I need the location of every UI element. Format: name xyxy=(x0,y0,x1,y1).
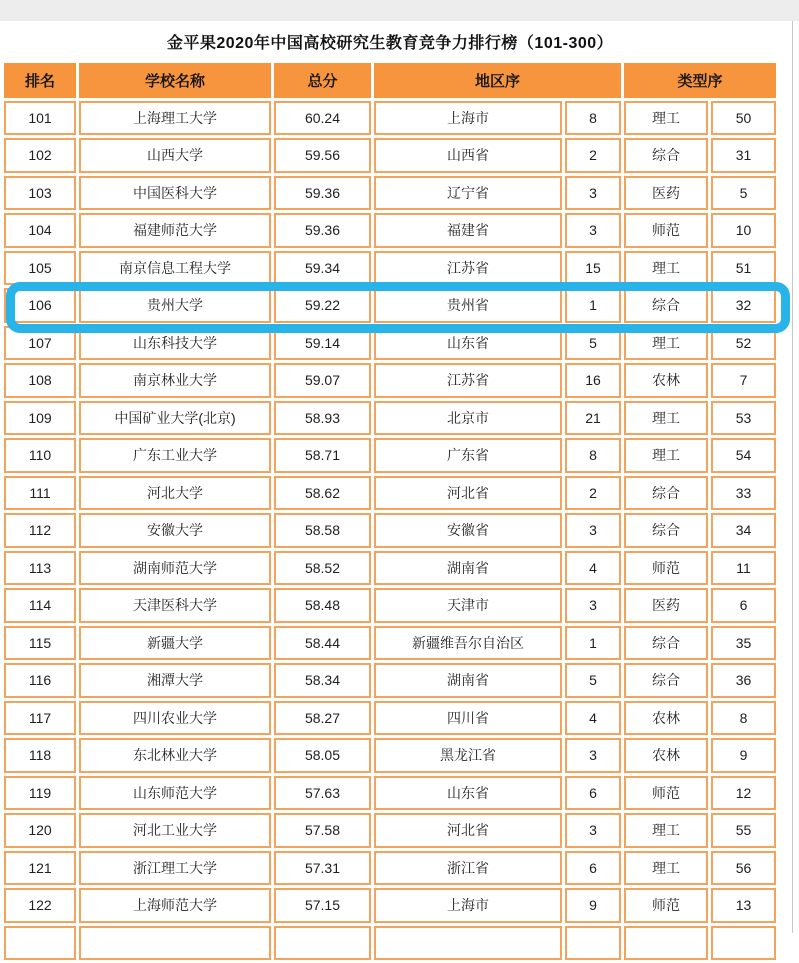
cell-school: 上海理工大学 xyxy=(79,101,271,136)
cell-region-rank: 21 xyxy=(565,401,621,436)
header-rank: 排名 xyxy=(4,63,76,98)
cell-score xyxy=(274,926,371,961)
header-region-rank: 地区序 xyxy=(374,63,621,98)
table-row xyxy=(4,326,776,361)
cell-score: 58.44 xyxy=(274,626,371,661)
cell-type-rank: 10 xyxy=(711,213,776,248)
cell-type xyxy=(624,926,708,961)
cell-score: 59.36 xyxy=(274,176,371,211)
cell-type-rank: 11 xyxy=(711,551,776,586)
cell-region: 山东省 xyxy=(374,776,562,811)
cell-type: 理工 xyxy=(624,851,708,886)
cell-region-rank: 4 xyxy=(565,701,621,736)
table-row-partial xyxy=(4,926,776,961)
cell-type-rank: 12 xyxy=(711,776,776,811)
header-type-rank: 类型序 xyxy=(624,63,776,98)
cell-type-rank: 33 xyxy=(711,476,776,511)
cell-rank: 108 xyxy=(4,363,76,398)
cell-school: 天津医科大学 xyxy=(79,588,271,623)
cell-score: 59.22 xyxy=(274,288,371,323)
cell-region-rank: 2 xyxy=(565,476,621,511)
cell-type: 农林 xyxy=(624,363,708,398)
cell-rank: 117 xyxy=(4,701,76,736)
cell-rank: 116 xyxy=(4,663,76,698)
table-body xyxy=(4,101,776,961)
cell-score: 59.14 xyxy=(274,326,371,361)
table-row xyxy=(4,776,776,811)
cell-region-rank: 3 xyxy=(565,813,621,848)
cell-region-rank: 5 xyxy=(565,326,621,361)
cell-region-rank: 5 xyxy=(565,663,621,698)
cell-region: 黑龙江省 xyxy=(374,738,562,773)
cell-type: 医药 xyxy=(624,176,708,211)
table-row xyxy=(4,438,776,473)
cell-school: 中国矿业大学(北京) xyxy=(79,401,271,436)
cell-type-rank: 54 xyxy=(711,438,776,473)
cell-region: 江苏省 xyxy=(374,363,562,398)
cell-type: 农林 xyxy=(624,701,708,736)
table-row xyxy=(4,476,776,511)
cell-region-rank: 9 xyxy=(565,888,621,923)
cell-score: 60.24 xyxy=(274,101,371,136)
cell-region: 辽宁省 xyxy=(374,176,562,211)
cell-score: 58.52 xyxy=(274,551,371,586)
cell-school: 山东师范大学 xyxy=(79,776,271,811)
table-row xyxy=(4,851,776,886)
cell-school: 上海师范大学 xyxy=(79,888,271,923)
cell-rank: 113 xyxy=(4,551,76,586)
cell-region: 上海市 xyxy=(374,101,562,136)
cell-school: 新疆大学 xyxy=(79,626,271,661)
cell-rank: 104 xyxy=(4,213,76,248)
cell-type-rank: 6 xyxy=(711,588,776,623)
table-row xyxy=(4,663,776,698)
table-row xyxy=(4,176,776,211)
cell-region: 天津市 xyxy=(374,588,562,623)
cell-school: 山东科技大学 xyxy=(79,326,271,361)
cell-score: 58.93 xyxy=(274,401,371,436)
cell-type: 综合 xyxy=(624,513,708,548)
cell-region: 浙江省 xyxy=(374,851,562,886)
cell-school: 湘潭大学 xyxy=(79,663,271,698)
cell-rank: 105 xyxy=(4,251,76,286)
cell-score: 58.34 xyxy=(274,663,371,698)
cell-region: 四川省 xyxy=(374,701,562,736)
cell-region: 新疆维吾尔自治区 xyxy=(374,626,562,661)
page-edge-line xyxy=(792,21,793,933)
cell-rank: 114 xyxy=(4,588,76,623)
table-row xyxy=(4,701,776,736)
cell-region: 安徽省 xyxy=(374,513,562,548)
cell-region xyxy=(374,926,562,961)
cell-type-rank: 13 xyxy=(711,888,776,923)
table-row xyxy=(4,138,776,173)
cell-region-rank: 3 xyxy=(565,513,621,548)
cell-type-rank: 50 xyxy=(711,101,776,136)
header-school-name: 学校名称 xyxy=(79,63,271,98)
cell-rank: 111 xyxy=(4,476,76,511)
cell-rank: 109 xyxy=(4,401,76,436)
cell-school: 湖南师范大学 xyxy=(79,551,271,586)
page-title: 金平果2020年中国高校研究生教育竞争力排行榜（101-300） xyxy=(166,35,614,52)
cell-region-rank: 4 xyxy=(565,551,621,586)
ranking-table xyxy=(1,60,779,963)
cell-school: 山西大学 xyxy=(79,138,271,173)
cell-score: 57.63 xyxy=(274,776,371,811)
cell-school: 河北大学 xyxy=(79,476,271,511)
cell-region: 湖南省 xyxy=(374,663,562,698)
cell-type-rank: 5 xyxy=(711,176,776,211)
cell-region: 福建省 xyxy=(374,213,562,248)
table-row-highlighted xyxy=(4,288,776,323)
cell-score: 57.58 xyxy=(274,813,371,848)
cell-region: 河北省 xyxy=(374,813,562,848)
cell-region-rank: 3 xyxy=(565,176,621,211)
cell-type: 师范 xyxy=(624,213,708,248)
cell-type: 师范 xyxy=(624,551,708,586)
cell-rank: 122 xyxy=(4,888,76,923)
cell-school: 福建师范大学 xyxy=(79,213,271,248)
header-row xyxy=(4,63,776,98)
cell-type: 师范 xyxy=(624,888,708,923)
cell-region: 贵州省 xyxy=(374,288,562,323)
cell-type: 综合 xyxy=(624,476,708,511)
cell-region-rank: 2 xyxy=(565,138,621,173)
cell-school: 安徽大学 xyxy=(79,513,271,548)
cell-region: 湖南省 xyxy=(374,551,562,586)
cell-score: 59.56 xyxy=(274,138,371,173)
cell-region-rank: 1 xyxy=(565,626,621,661)
cell-score: 58.62 xyxy=(274,476,371,511)
cell-region: 河北省 xyxy=(374,476,562,511)
cell-rank: 119 xyxy=(4,776,76,811)
table-row xyxy=(4,513,776,548)
cell-school xyxy=(79,926,271,961)
table-row xyxy=(4,551,776,586)
cell-type-rank: 56 xyxy=(711,851,776,886)
cell-score: 59.36 xyxy=(274,213,371,248)
cell-rank: 112 xyxy=(4,513,76,548)
cell-region-rank: 6 xyxy=(565,776,621,811)
cell-type: 理工 xyxy=(624,813,708,848)
cell-score: 58.05 xyxy=(274,738,371,773)
table-row xyxy=(4,888,776,923)
cell-type-rank: 7 xyxy=(711,363,776,398)
cell-rank: 102 xyxy=(4,138,76,173)
cell-type-rank: 9 xyxy=(711,738,776,773)
cell-score: 58.48 xyxy=(274,588,371,623)
table-row xyxy=(4,626,776,661)
cell-score: 57.31 xyxy=(274,851,371,886)
cell-type-rank: 35 xyxy=(711,626,776,661)
cell-region: 山西省 xyxy=(374,138,562,173)
cell-rank: 115 xyxy=(4,626,76,661)
table-row xyxy=(4,363,776,398)
cell-score: 58.27 xyxy=(274,701,371,736)
cell-type: 理工 xyxy=(624,326,708,361)
cell-type: 理工 xyxy=(624,438,708,473)
cell-type: 理工 xyxy=(624,101,708,136)
cell-region: 山东省 xyxy=(374,326,562,361)
cell-school: 广东工业大学 xyxy=(79,438,271,473)
cell-type: 综合 xyxy=(624,138,708,173)
cell-region: 上海市 xyxy=(374,888,562,923)
cell-school: 四川农业大学 xyxy=(79,701,271,736)
cell-score: 57.15 xyxy=(274,888,371,923)
table-row xyxy=(4,213,776,248)
cell-type-rank: 53 xyxy=(711,401,776,436)
cell-region: 北京市 xyxy=(374,401,562,436)
cell-region-rank: 8 xyxy=(565,101,621,136)
cell-type-rank: 36 xyxy=(711,663,776,698)
table-row xyxy=(4,588,776,623)
top-gray-strip xyxy=(0,0,799,21)
cell-region: 广东省 xyxy=(374,438,562,473)
cell-type-rank xyxy=(711,926,776,961)
cell-rank: 107 xyxy=(4,326,76,361)
cell-region-rank xyxy=(565,926,621,961)
table-row xyxy=(4,101,776,136)
cell-region-rank: 8 xyxy=(565,438,621,473)
cell-rank: 110 xyxy=(4,438,76,473)
cell-type: 医药 xyxy=(624,588,708,623)
cell-type: 师范 xyxy=(624,776,708,811)
cell-type-rank: 55 xyxy=(711,813,776,848)
cell-region-rank: 6 xyxy=(565,851,621,886)
cell-type: 理工 xyxy=(624,251,708,286)
cell-rank xyxy=(4,926,76,961)
cell-score: 58.71 xyxy=(274,438,371,473)
cell-type-rank: 32 xyxy=(711,288,776,323)
table-row xyxy=(4,401,776,436)
cell-school: 中国医科大学 xyxy=(79,176,271,211)
cell-type-rank: 34 xyxy=(711,513,776,548)
cell-region-rank: 1 xyxy=(565,288,621,323)
cell-type: 综合 xyxy=(624,288,708,323)
cell-score: 59.34 xyxy=(274,251,371,286)
cell-region: 江苏省 xyxy=(374,251,562,286)
cell-rank: 121 xyxy=(4,851,76,886)
cell-type: 综合 xyxy=(624,626,708,661)
cell-region-rank: 3 xyxy=(565,588,621,623)
cell-type-rank: 31 xyxy=(711,138,776,173)
cell-type-rank: 52 xyxy=(711,326,776,361)
cell-region-rank: 3 xyxy=(565,738,621,773)
cell-school: 南京信息工程大学 xyxy=(79,251,271,286)
cell-rank: 118 xyxy=(4,738,76,773)
cell-rank: 120 xyxy=(4,813,76,848)
cell-rank: 103 xyxy=(4,176,76,211)
table-row xyxy=(4,813,776,848)
cell-region-rank: 3 xyxy=(565,213,621,248)
cell-type: 综合 xyxy=(624,663,708,698)
cell-score: 59.07 xyxy=(274,363,371,398)
table-row xyxy=(4,738,776,773)
cell-school: 东北林业大学 xyxy=(79,738,271,773)
cell-type-rank: 8 xyxy=(711,701,776,736)
cell-school: 贵州大学 xyxy=(79,288,271,323)
cell-school: 河北工业大学 xyxy=(79,813,271,848)
cell-region-rank: 15 xyxy=(565,251,621,286)
cell-school: 浙江理工大学 xyxy=(79,851,271,886)
header-total-score: 总分 xyxy=(274,63,371,98)
cell-rank: 101 xyxy=(4,101,76,136)
cell-region-rank: 16 xyxy=(565,363,621,398)
table-row xyxy=(4,251,776,286)
cell-rank: 106 xyxy=(4,288,76,323)
cell-type: 理工 xyxy=(624,401,708,436)
cell-type-rank: 51 xyxy=(711,251,776,286)
cell-school: 南京林业大学 xyxy=(79,363,271,398)
cell-score: 58.58 xyxy=(274,513,371,548)
cell-type: 农林 xyxy=(624,738,708,773)
